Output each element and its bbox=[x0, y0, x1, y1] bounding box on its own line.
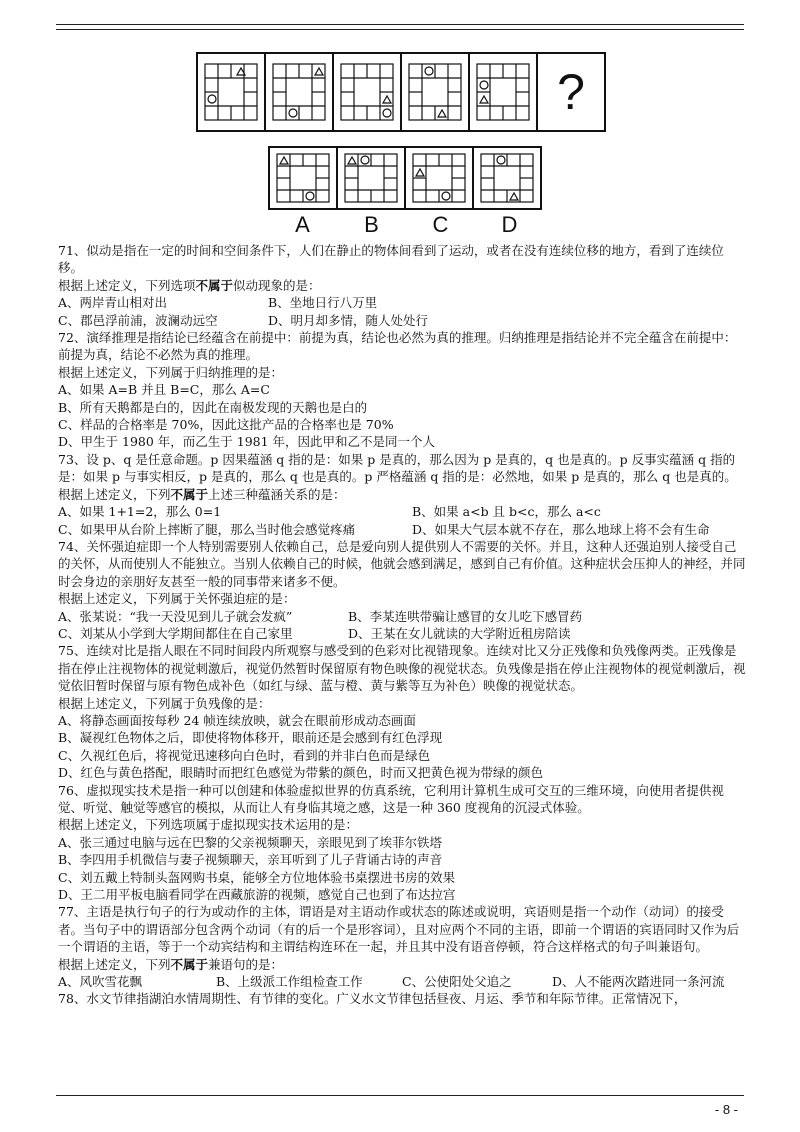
q72-ask: 根据上述定义，下列属于归纳推理的是： bbox=[58, 364, 284, 380]
figure-options bbox=[268, 146, 542, 210]
q77-option-b: B、上级派工作组检查工作 bbox=[216, 974, 363, 990]
q77-option-d: D、人不能两次踏进同一条河流 bbox=[552, 974, 725, 990]
q74-option-b: B、李某连哄带骗让感冒的女儿吃下感冒药 bbox=[348, 608, 583, 624]
option-label-a: A bbox=[295, 212, 310, 237]
q73-option-d: D、如果大气层本就不存在，那么地球上将不会有生命 bbox=[412, 521, 710, 537]
q71-option-c: C、郡邑浮前浦，波澜动远空 bbox=[58, 312, 218, 328]
q74-stem: 74、关怀强迫症即一个人特别需要别人依赖自己，总是爱向别人提供别人不需要的关怀。并且，这种人还强迫别人接受自己的关怀，从而使别人不能独立。当别人依赖自己的时候，他就会感到满足，感到自己有价值。这种症状会压抑人的神经，并同时会身边的亲朋好友甚至一般的同事带来诸多不便。 bbox=[58, 538, 746, 589]
q74-ask: 根据上述定义，下列属于关怀强迫症的是： bbox=[58, 591, 296, 607]
question-text bbox=[58, 242, 748, 1008]
q74-option-c: C、刘某从小学到大学期间都住在自己家里 bbox=[58, 625, 293, 641]
q75-option-c: C、久视红色后，将视觉迅速移向白色时，看到的并非白色而是绿色 bbox=[58, 747, 431, 763]
figure-1 bbox=[198, 54, 266, 130]
q75-stem: 75、连续对比是指人眼在不同时间段内所观察与感受到的色彩对比视错现象。连续对比又分正残像和负残像两类。正残像是指在停止注视物体的视觉刺激后，视觉仍然暂时保留原有物色映像的视觉状态。负残像是指在停止注视物体的视觉刺激后，视觉依旧暂时保留与原有物色成补色（如红与绿、蓝与橙、黄与紫等互为补色）映像的视觉状态。 bbox=[58, 643, 746, 694]
q73-option-c: C、如果甲从台阶上摔断了腿，那么当时他会感觉疼痛 bbox=[58, 521, 356, 537]
q73-options-row1 bbox=[58, 503, 748, 520]
header-rule-thin bbox=[56, 29, 744, 30]
page-number: - 8 - bbox=[714, 1102, 738, 1117]
q74-option-a: A、张某说：“我一天没见到儿子就会发疯” bbox=[58, 608, 293, 624]
q71-options-row1 bbox=[58, 294, 748, 311]
q77-stem: 77、主语是执行句子的行为或动作的主体，谓语是对主语动作或状态的陈述或说明，宾语则是指一个动作（动词）的接受者。当句子中的谓语部分包含两个动词（有的后一个是形容词），且对应两个不同的主语，即前一个谓语的宾语同时又作为后一个谓语的主语，等于一个动宾结构和主谓结构连环在一起，并且其中没有语音停顿，符合这样格式的句子叫兼语句。 bbox=[58, 904, 740, 955]
q77-options bbox=[58, 973, 748, 990]
figure-5 bbox=[470, 54, 538, 130]
q71-option-b: B、坐地日行八万里 bbox=[268, 295, 378, 311]
q71-stem: 71、似动是指在一定的时间和空间条件下，人们在静止的物体间看到了运动，或者在没有连续位移的地方，看到了连续位移。 bbox=[58, 243, 724, 276]
header-rule bbox=[56, 24, 744, 25]
q71-ask: 根据上述定义，下列选项不属于似动现象的是： bbox=[58, 277, 321, 293]
q72-option-c: C、样品的合格率是 70%，因此这批产品的合格率也是 70% bbox=[58, 417, 394, 433]
q76-option-a: A、张三通过电脑与远在巴黎的父亲视频聊天，亲眼见到了埃菲尔铁塔 bbox=[58, 834, 443, 850]
q75-ask: 根据上述定义，下列属于负残像的是： bbox=[58, 695, 271, 711]
q76-stem: 76、虚拟现实技术是指一种可以创建和体验虚拟世界的仿真系统，它利用计算机生成可交互的三维环境，向使用者提供视觉、听觉、触觉等感官的模拟，从而让人有身临其境之感，这是一种 360 度视角的沉浸式体验。 bbox=[58, 782, 724, 815]
q72-stem: 72、演绎推理是指结论已经蕴含在前提中：前提为真，结论也必然为真的推理。归纳推理是指结论并不完全蕴含在前提中：前提为真，结论不必然为真的推理。 bbox=[58, 330, 737, 363]
q74-options-row2 bbox=[58, 625, 748, 642]
question-mark: ? bbox=[557, 64, 585, 120]
q77-ask: 根据上述定义，下列不属于兼语句的是： bbox=[58, 956, 284, 972]
q73-option-a: A、如果 1+1=2，那么 0=1 bbox=[58, 504, 222, 520]
q72-option-a: A、如果 A=B 并且 B=C，那么 A=C bbox=[58, 382, 270, 398]
q71-option-d: D、明月却多情，随人处处行 bbox=[268, 312, 429, 328]
q73-ask: 根据上述定义，下列不属于上述三种蕴涵关系的是： bbox=[58, 486, 346, 502]
q73-option-b: B、如果 a<b 且 b<c，那么 a<c bbox=[412, 504, 601, 520]
footer-rule bbox=[56, 1095, 744, 1096]
q75-option-d: D、红色与黄色搭配，眼睛时而把红色感觉为带紫的颜色，时而又把黄色视为带绿的颜色 bbox=[58, 765, 544, 781]
q78-stem: 78、水文节律指湖泊水情周期性、有节律的变化。广义水文节律包括昼夜、月运、季节和年际节律。正常情况下， bbox=[58, 991, 687, 1007]
q76-ask: 根据上述定义，下列选项属于虚拟现实技术运用的是： bbox=[58, 817, 359, 833]
option-label-d: D bbox=[501, 212, 518, 237]
q76-option-b: B、李四用手机微信与妻子视频聊天，亲耳听到了儿子背诵古诗的声音 bbox=[58, 852, 443, 868]
option-figure-a[interactable] bbox=[270, 148, 338, 208]
q77-option-a: A、风吹雪花飘 bbox=[58, 974, 143, 990]
figure-2 bbox=[266, 54, 334, 130]
option-figure-c[interactable] bbox=[406, 148, 474, 208]
q74-option-d: D、王某在女儿就读的大学附近租房陪读 bbox=[348, 625, 571, 641]
q73-options-row2 bbox=[58, 521, 748, 538]
q76-option-d: D、王二用平板电脑看同学在西藏旅游的视频，感觉自己也到了布达拉宫 bbox=[58, 887, 456, 903]
q72-option-b: B、所有天鹅都是白的，因此在南极发现的天鹅也是白的 bbox=[58, 399, 368, 415]
option-figure-d[interactable] bbox=[474, 148, 540, 208]
q75-option-a: A、将静态画面按每秒 24 帧连续放映，就会在眼前形成动态画面 bbox=[58, 712, 416, 728]
option-figure-b[interactable] bbox=[338, 148, 406, 208]
option-labels bbox=[268, 212, 544, 238]
option-label-c: C bbox=[432, 212, 449, 237]
figure-3 bbox=[334, 54, 402, 130]
q71-option-a: A、两岸青山相对出 bbox=[58, 295, 168, 311]
option-label-b: B bbox=[364, 212, 379, 237]
q72-option-d: D、甲生于 1980 年，而乙生于 1981 年，因此甲和乙不是同一个人 bbox=[58, 434, 436, 450]
q74-options-row1 bbox=[58, 608, 748, 625]
q73-stem: 73、设 p、q 是任意命题。p 因果蕴涵 q 指的是：如果 p 是真的，那么因为 p 是真的，q 也是真的。p 反事实蕴涵 q 指的是：如果 p 与事实相反，p 是真的，那么 q 也是真的。p 严格蕴涵 q 指的是：必然地，如果 p 是真的，那么 q 也是真的。 bbox=[58, 451, 737, 485]
q75-option-b: B、凝视红色物体之后，即使将物体移开，眼前还是会感到有红色浮现 bbox=[58, 730, 443, 746]
q71-options-row2 bbox=[58, 312, 748, 329]
question-cell bbox=[538, 54, 604, 130]
q76-option-c: C、刘五戴上特制头盔网购书桌，能够全方位地体验书桌摆进书房的效果 bbox=[58, 869, 456, 885]
figure-4 bbox=[402, 54, 470, 130]
q77-option-c: C、公使阳处父追之 bbox=[402, 974, 512, 990]
figure-sequence bbox=[196, 52, 606, 132]
